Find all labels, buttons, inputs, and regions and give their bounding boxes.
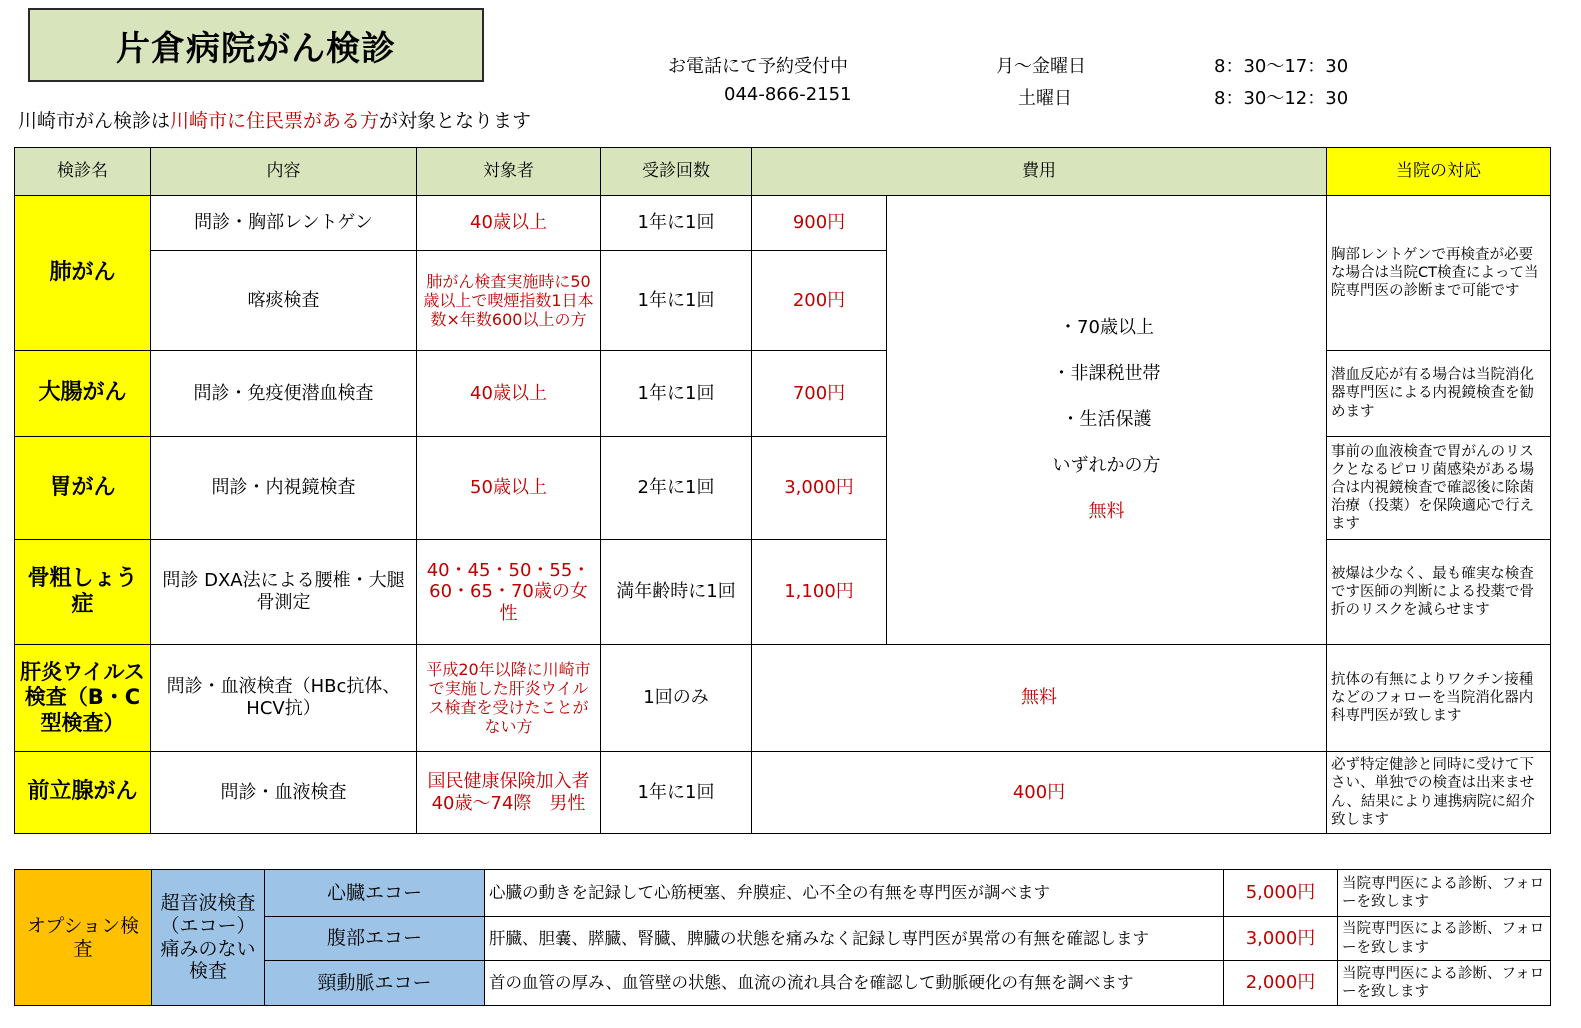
free-condition-tax: ・非課税世帯 xyxy=(1052,363,1161,385)
option-name-heart: 心臓エコー xyxy=(265,870,485,917)
cost-osteoporosis: 1,100円 xyxy=(752,540,887,645)
frequency-colon: 1年に1回 xyxy=(601,351,752,437)
content-hepatitis: 問診・血液検査（HBc抗体、HCV抗） xyxy=(151,645,417,752)
table-row xyxy=(15,645,1551,752)
cost-prostate: 400円 xyxy=(752,752,1327,834)
option-response-abdomen: 当院専門医による診断、フォローを致します xyxy=(1338,917,1551,961)
exam-name-stomach: 胃がん xyxy=(15,437,151,540)
frequency-stomach: 2年に1回 xyxy=(601,437,752,540)
screening-table xyxy=(14,147,1551,834)
response-lung: 胸部レントゲンで再検査が必要な場合は当院CT検査によって当院専門医の診断まで可能です xyxy=(1327,196,1551,351)
option-category: 超音波検査（エコー）痛みのない検査 xyxy=(152,870,265,1006)
content-osteoporosis: 問診 DXA法による腰椎・大腿骨測定 xyxy=(151,540,417,645)
header-content: 内容 xyxy=(151,148,417,196)
option-name-abdomen: 腹部エコー xyxy=(265,917,485,961)
cost-hepatitis: 無料 xyxy=(752,645,1327,752)
target-prostate: 国民健康保険加入者 40歳～74際 男性 xyxy=(417,752,601,834)
exam-name-hepatitis: 肝炎ウイルス検査（B・C型検査） xyxy=(15,645,151,752)
notice-prefix: 川崎市がん検診は xyxy=(18,110,171,132)
saturday-label: 土曜日 xyxy=(1018,88,1072,109)
response-prostate: 必ず特定健診と同時に受けて下さい、単独での検査は出来ません、結果により連携病院に紹介致します xyxy=(1327,752,1551,834)
frequency-osteoporosis: 満年齢時に1回 xyxy=(601,540,752,645)
weekday-label: 月～金曜日 xyxy=(996,56,1086,77)
free-condition-age: ・70歳以上 xyxy=(1059,317,1154,339)
title-box xyxy=(28,8,484,82)
option-label: オプション検査 xyxy=(15,870,152,1006)
table-row xyxy=(15,870,1551,917)
content-prostate: 問診・血液検査 xyxy=(151,752,417,834)
free-conditions xyxy=(887,196,1327,645)
target-colon: 40歳以上 xyxy=(417,351,601,437)
option-response-heart: 当院専門医による診断、フォローを致します xyxy=(1338,870,1551,917)
free-label: 無料 xyxy=(1088,500,1125,522)
cost-stomach: 3,000円 xyxy=(752,437,887,540)
content-lung-xray: 問診・胸部レントゲン xyxy=(151,196,417,251)
exam-name-lung: 肺がん xyxy=(15,196,151,351)
option-desc-heart: 心臓の動きを記録して心筋梗塞、弁膜症、心不全の有無を専門医が調べます xyxy=(485,870,1224,917)
option-desc-abdomen: 肝臓、胆嚢、膵臓、腎臓、脾臓の状態を痛みなく記録し専門医が異常の有無を確認します xyxy=(485,917,1224,961)
notice-highlight: 川崎市に住民票がある方 xyxy=(170,110,380,132)
option-desc-carotid: 首の血管の厚み、血管壁の状態、血流の流れ具合を確認して動脈硬化の有無を調べます xyxy=(485,961,1224,1006)
option-price-heart: 5,000円 xyxy=(1224,870,1338,917)
phone-number: 044-866-2151 xyxy=(724,84,852,105)
header-frequency: 受診回数 xyxy=(601,148,752,196)
header-name: 検診名 xyxy=(15,148,151,196)
response-osteoporosis: 被爆は少なく、最も確実な検査です医師の判断による投薬で骨折のリスクを減らせます xyxy=(1327,540,1551,645)
target-stomach: 50歳以上 xyxy=(417,437,601,540)
response-stomach: 事前の血液検査で胃がんのリスクとなるピロリ菌感染がある場合は内視鏡検査で確認後に除菌治療（投薬）を保険適応で行えます xyxy=(1327,437,1551,540)
table-row xyxy=(15,196,1551,251)
exam-name-colon: 大腸がん xyxy=(15,351,151,437)
cost-colon: 700円 xyxy=(752,351,887,437)
option-response-carotid: 当院専門医による診断、フォローを致します xyxy=(1338,961,1551,1006)
frequency-prostate: 1年に1回 xyxy=(601,752,752,834)
header-response: 当院の対応 xyxy=(1327,148,1551,196)
target-osteoporosis: 40・45・50・55・60・65・70歳の女性 xyxy=(417,540,601,645)
cost-lung-sputum: 200円 xyxy=(752,251,887,351)
option-table xyxy=(14,869,1551,1006)
saturday-hours: 8：30～12：30 xyxy=(1214,88,1349,109)
option-name-carotid: 頸動脈エコー xyxy=(265,961,485,1006)
page-title: 片倉病院がん検診 xyxy=(116,28,396,69)
free-condition-welfare: ・生活保護 xyxy=(1061,409,1152,431)
table-row xyxy=(15,752,1551,834)
cost-lung-xray: 900円 xyxy=(752,196,887,251)
target-lung-sputum: 肺がん検査実施時に50歳以上で喫煙指数1日本数×年数600以上の方 xyxy=(417,251,601,351)
frequency-lung-sputum: 1年に1回 xyxy=(601,251,752,351)
frequency-lung-xray: 1年に1回 xyxy=(601,196,752,251)
weekday-hours: 8：30～17：30 xyxy=(1214,56,1349,77)
content-colon: 問診・免疫便潜血検査 xyxy=(151,351,417,437)
table-header-row xyxy=(15,148,1551,196)
notice-suffix: が対象となります xyxy=(379,110,532,132)
header-cost: 費用 xyxy=(752,148,1327,196)
content-stomach: 問診・内視鏡検査 xyxy=(151,437,417,540)
response-hepatitis: 抗体の有無によりワクチン接種などのフォローを当院消化器内科専門医が致します xyxy=(1327,645,1551,752)
content-lung-sputum: 喀痰検査 xyxy=(151,251,417,351)
frequency-hepatitis: 1回のみ xyxy=(601,645,752,752)
eligibility-notice xyxy=(18,106,531,133)
option-price-abdomen: 3,000円 xyxy=(1224,917,1338,961)
reservation-label: お電話にて予約受付中 xyxy=(668,56,848,77)
option-price-carotid: 2,000円 xyxy=(1224,961,1338,1006)
response-colon: 潜血反応が有る場合は当院消化器専門医による内視鏡検査を勧めます xyxy=(1327,351,1551,437)
header-target: 対象者 xyxy=(417,148,601,196)
target-hepatitis: 平成20年以降に川崎市で実施した肝炎ウイルス検査を受けたことがない方 xyxy=(417,645,601,752)
exam-name-prostate: 前立腺がん xyxy=(15,752,151,834)
exam-name-osteoporosis: 骨粗しょう症 xyxy=(15,540,151,645)
free-condition-any: いずれかの方 xyxy=(1052,454,1161,476)
target-lung-xray: 40歳以上 xyxy=(417,196,601,251)
